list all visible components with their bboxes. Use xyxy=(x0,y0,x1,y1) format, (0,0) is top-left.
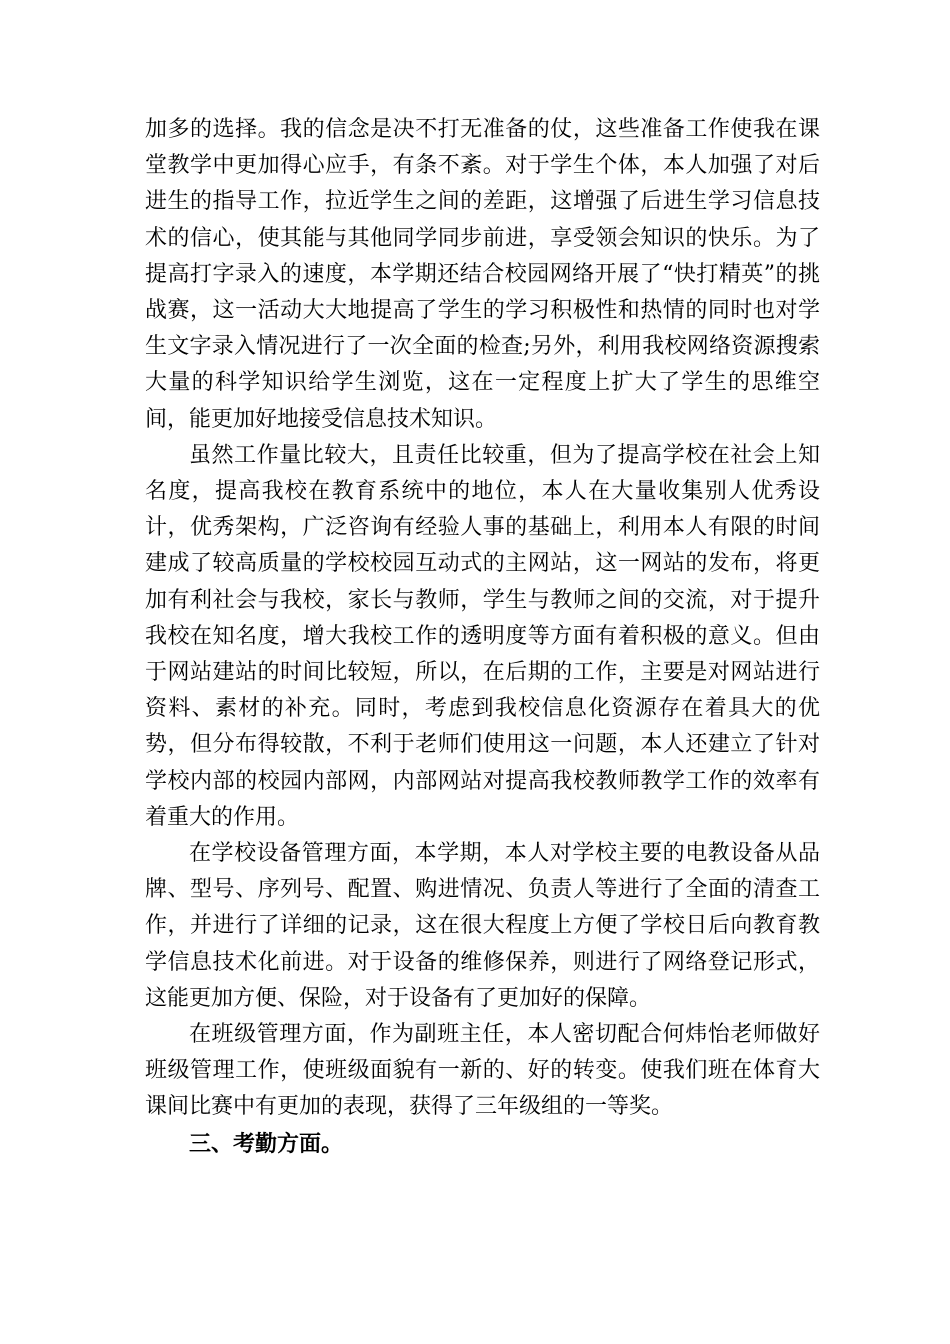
document-page xyxy=(145,112,820,1162)
body-paragraph-2: 虽然工作量比较大，且责任比较重，但为了提高学校在社会上知名度，提高我校在教育系统中的地位，本人在大量收集别人优秀设计，优秀架构，广泛咨询有经验人事的基础上，利用本人有限的时间建成了较高质量的学校校园互动式的主网站，这一网站的发布，将更加有利社会与我校，家长与教师，学生与教师之间的交流，对于提升我校在知名度，增大我校工作的透明度等方面有着积极的意义。但由于网站建站的时间比较短，所以，在后期的工作，主要是对网站进行资料、素材的补充。同时，考虑到我校信息化资源存在着具大的优势，但分布得较散，不利于老师们使用这一问题，本人还建立了针对学校内部的校园内部网，内部网站对提高我校教师教学工作的效率有着重大的作用。 xyxy=(145,442,820,830)
body-paragraph-3: 在学校设备管理方面，本学期，本人对学校主要的电教设备从品牌、型号、序列号、配置、购进情况、负责人等进行了全面的清查工作，并进行了详细的记录，这在很大程度上方便了学校日后向教育教学信息技术化前进。对于设备的维修保养，则进行了网络登记形式，这能更加方便、保险，对于设备有了更加好的保障。 xyxy=(145,841,820,1011)
section-heading: 三、考勤方面。 xyxy=(189,1130,344,1157)
body-paragraph-1: 加多的选择。我的信念是决不打无准备的仗，这些准备工作使我在课堂教学中更加得心应手，有条不紊。对于学生个体，本人加强了对后进生的指导工作，拉近学生之间的差距，这增强了后进生学习信息技术的信心，使其能与其他同学同步前进，享受领会知识的快乐。为了提高打字录入的速度，本学期还结合校园网络开展了“快打精英”的挑战赛，这一活动大大地提高了学生的学习积极性和热情的同时也对学生文字录入情况进行了一次全面的检查;另外，利用我校网络资源搜索大量的科学知识给学生浏览，这在一定程度上扩大了学生的思维空间，能更加好地接受信息技术知识。 xyxy=(145,117,820,432)
body-paragraph-4: 在班级管理方面，作为副班主任，本人密切配合何炜怡老师做好班级管理工作，使班级面貌有一新的、好的转变。使我们班在体育大课间比赛中有更加的表现，获得了三年级组的一等奖。 xyxy=(145,1022,820,1120)
